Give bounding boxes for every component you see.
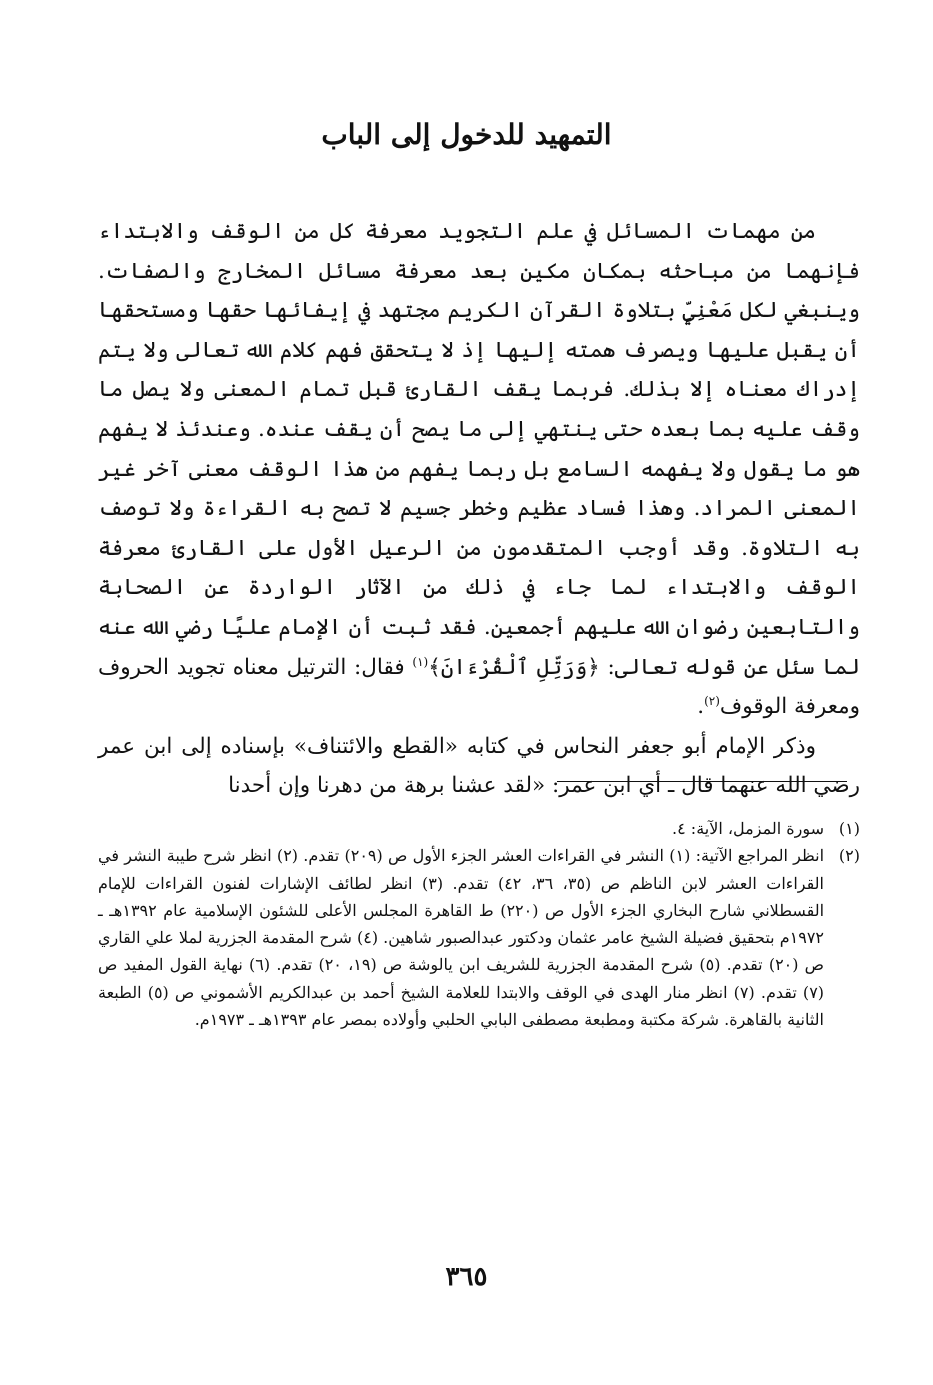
footnote-text: سورة المزمل، الآية: ٤.	[672, 819, 824, 838]
main-text	[98, 212, 860, 806]
paragraph-1	[98, 212, 860, 727]
footnote-number: (١)	[838, 819, 860, 838]
page-number: ٣٦٥	[445, 1262, 488, 1292]
footnote-ref-2[interactable]: (٢)	[704, 693, 720, 708]
paragraph-2: وذكر الإمام أبو جعفر النحاس في كتابه «القطع والائتناف» بإسناده إلى ابن عمر رضي الله عنهما قال ـ أي ابن عمر: «لقد عشنا برهة من دهرنا وإن أحدنا	[98, 733, 860, 799]
footnote-separator	[557, 781, 847, 782]
paragraph-1-end: .	[697, 694, 705, 720]
footnote-1	[98, 815, 860, 842]
footnote-ref-1[interactable]: (١)	[412, 654, 429, 669]
footnote-2	[98, 842, 860, 1033]
paragraph-1-text: من مهمات المسائل في علم التجويد معرفة كل من الوقف والابتداء فإنهما من مباحثه بمكان مكين بعد معرفة مسائل المخارج والصفات. وينبغي لكل مَعْنِيٍّ بتلاوة القرآن الكريم مجتهد في إيفائها حقها ومستحقها أن يقبل عليها ويصرف همته إليها إذ لا يتحقق فهم كلام الله تعالى ولا يتم إدراك معناه إلا بذلك. فربما يقف القارئ قبل تمام المعنى ولا يصل ما وقف عليه بما بعده حتى ينتهي إلى ما يصح أن يقف عنده. وعندئذ لا يفهم هو ما يقول ولا يفهمه السامع بل ربما يفهم من هذا الوقف معنى آخر غير المعنى المراد. وهذا فساد عظيم وخطر جسيم لا تصح به القراءة ولا توصف به التلاوة. وقد أوجب المتقدمون من الرعيل الأول على القارئ معرفة الوقف والابتداء لما جاء في ذلك من الآثار الواردة عن الصحابة والتابعين رضوان الله عليهم أجمعين. فقد ثبت أن الإمام عليًا رضي الله عنه لما سئل عن قوله تعالى: ﴿وَرَتِّلِ ٱلْقُرْءَانَ﴾	[98, 219, 861, 680]
chapter-title: التمهيد للدخول إلى الباب	[321, 118, 612, 151]
footnotes	[98, 815, 860, 1033]
footnote-number: (٢)	[838, 846, 860, 866]
footnote-text: انظر المراجع الآتية: (١) النشر في القراءات العشر الجزء الأول ص (٢٠٩) تقدم. (٢) انظر شرح طيبة النشر في القراءات العشر لابن الناظم ص (٣٥، ٣٦، ٤٢) تقدم. (٣) انظر لطائف الإشارات لفنون القراءات للإمام القسطلاني شارح البخاري الجزء الأول ص (٢٢٠) ط القاهرة المجلس الأعلى للشئون الإسلامية عام ١٣٩٢هـ ـ ١٩٧٢م بتحقيق فضيلة الشيخ عامر عثمان ودكتور عبدالصبور شاهين. (٤) شرح المقدمة الجزرية لملا علي القاري ص (٢٠) تقدم. (٥) شرح المقدمة الجزرية للشريف ابن يالوشة ص (١٩، ٢٠) تقدم. (٦) نهاية القول المفيد ص (٧) تقدم. (٧) انظر منار الهدى في الوقف والابتدا للعلامة الشيخ أحمد بن عبدالكريم الأشموني ص (٥) الطبعة الثانية بالقاهرة. شركة مكتبة ومطبعة مصطفى البابي الحلبي وأولاده بمصر عام ١٣٩٣هـ ـ ١٩٧٣م.	[98, 846, 825, 1030]
paragraph-1-text-cont: فقال: الترتيل معناه تجويد الحروف ومعرفة الوقوف	[98, 654, 860, 720]
